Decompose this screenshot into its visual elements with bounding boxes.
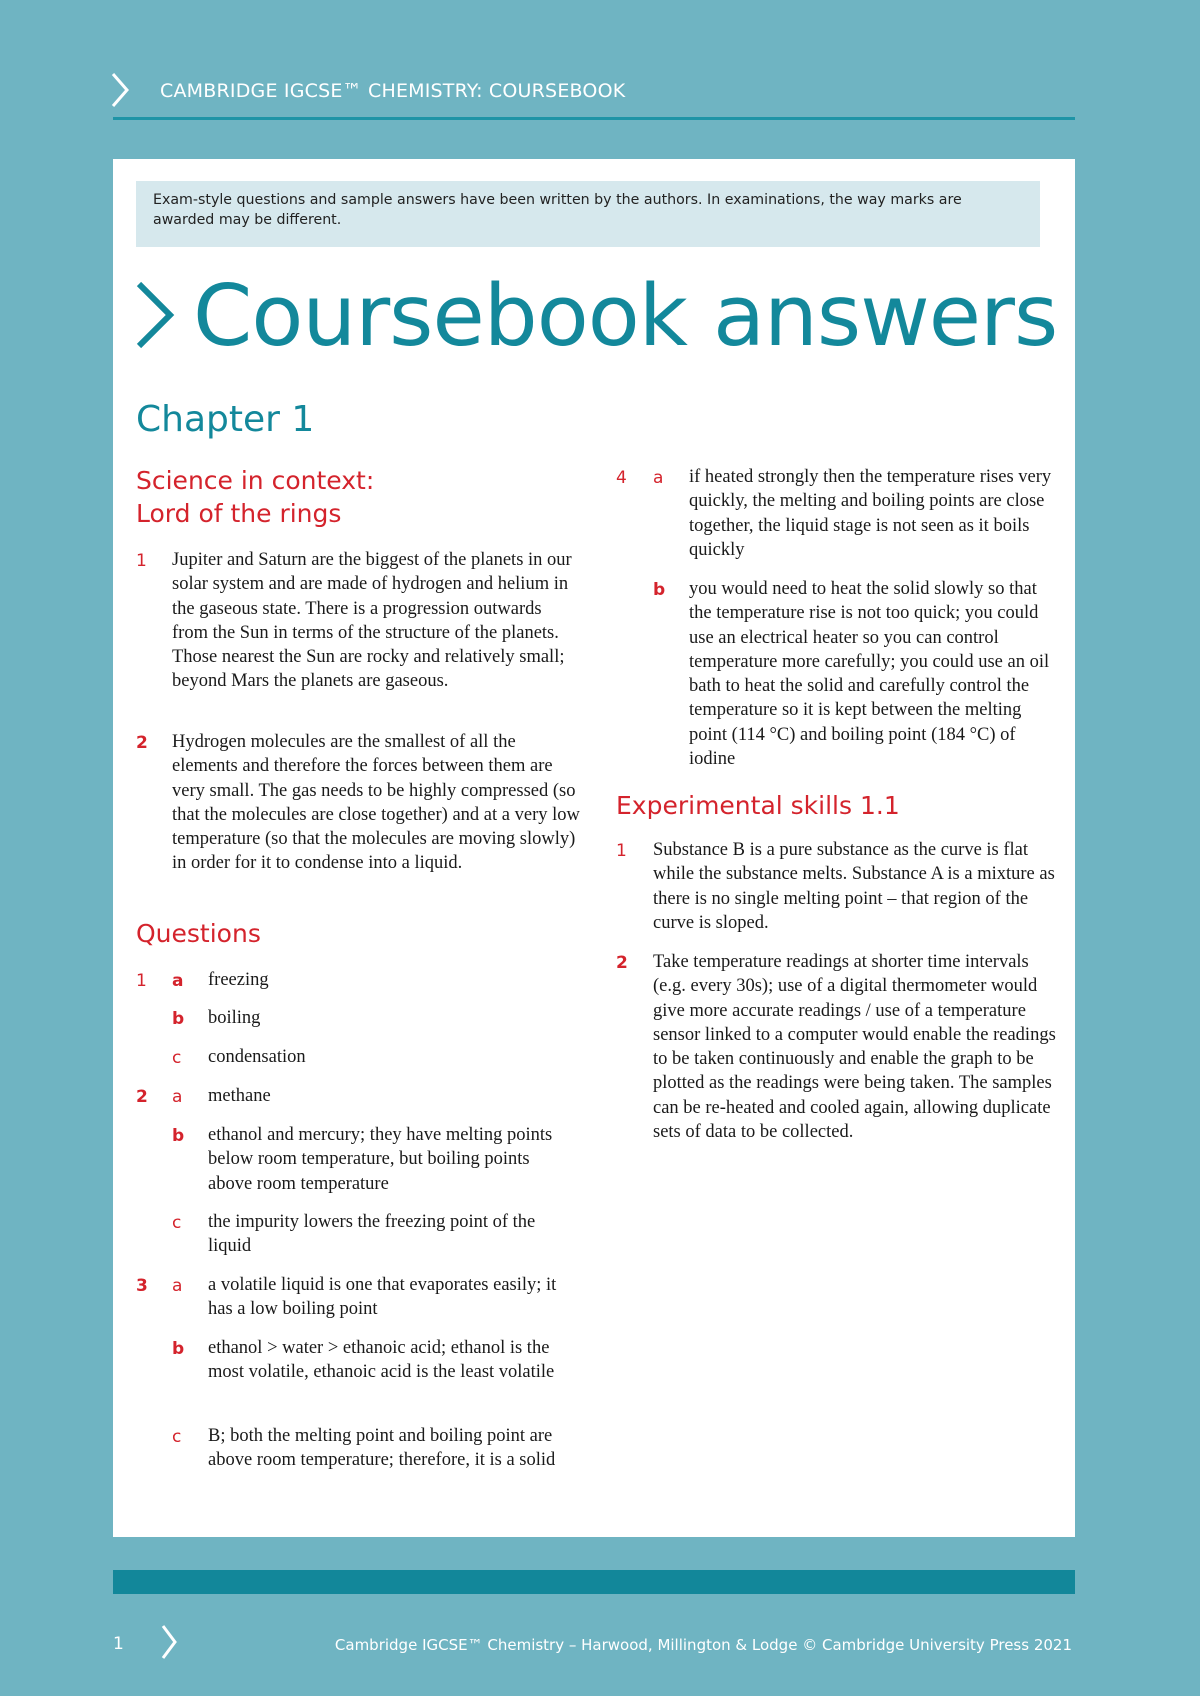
chevron-right-icon — [135, 281, 175, 349]
header-rule — [113, 117, 1075, 120]
chapter-heading: Chapter 1 — [136, 399, 315, 440]
footer-bar — [113, 1570, 1075, 1594]
section-heading: Lord of the rings — [136, 499, 342, 528]
section-heading: Questions — [136, 919, 261, 948]
running-header: CAMBRIDGE IGCSE™ CHEMISTRY: COURSEBOOK — [160, 80, 626, 102]
section-heading: Experimental skills 1.1 — [616, 791, 900, 820]
section-heading: Science in context: — [136, 466, 375, 495]
exam-notice: Exam-style questions and sample answers have been written by the authors. In examinations, the way marks are awarded may be different. — [136, 181, 1040, 247]
page-panel: Exam-style questions and sample answers have been written by the authors. In examinations, the way marks are awarded may be different. Coursebook answers Chapter 1 Science in context: Lord of the rings 1 Jupiter and Saturn are the biggest of the planets in our solar system and are made of hydrogen and helium in the gaseous state. There is a progression outwards from the Sun in terms of the structure of the planets. Those nearest the Sun are rocky and relatively small; beyond Mars the planets are gaseous. 2 Hydrogen molecules are the smallest of all the elements and therefore the forces between them are very small. The gas needs to be highly compressed (so that the molecules are close together) and at a very low temperature (so that the molecules are moving slowly) in order for it to condense into a liquid. Questions 1 a freezing b boiling c condensation 2 a methane b ethanol and mercury; they have melting points below room temperature, but boiling points above room temperature c the impurity lowers the freezing point of the liquid 3 a a volatile liquid is one that evaporates easily; it has a low boiling point b ethanol > water > ethanoic acid; ethanol is the most volatile, ethanoic acid is the least volatile c B; both the melting point and boiling point are above room temperature; therefore, it is a solid 4 a if heated strongly then the temperature rises very quickly, the melting and boiling points are close together, the liquid stage is not seen as it boils quickly b you would need to heat the solid slowly so that the temperature rise is not too quick; you could use an electrical heater so you can control temperature more carefully; you could use an oil bath to heat the solid and carefully control the temperature so it is kept between the melting point (114 °C) and boiling point (184 °C) of iodine Experimental skills 1.1 1 Substance B is a pure substance as the curve is flat while the substance melts. Substance A is a mixture as there is no single melting point – that region of the curve is sloped. 2 Take temperature readings at shorter time intervals (e.g. every 30s); use of a digital thermometer would give more accurate readings / use of a temperature sensor linked to a computer would enable the readings to be taken continuously and enable the graph to be plotted as the readings were being taken. The samples can be re-heated and cooled again, allowing duplicate sets of data to be collected. — [113, 159, 1075, 1537]
page-title: Coursebook answers — [193, 267, 1058, 366]
page-number: 1 — [113, 1634, 124, 1654]
chevron-right-icon — [160, 1624, 178, 1660]
chevron-right-icon — [110, 72, 130, 108]
footer-credit: Cambridge IGCSE™ Chemistry – Harwood, Millington & Lodge © Cambridge University Press 2021 — [334, 1636, 1072, 1654]
